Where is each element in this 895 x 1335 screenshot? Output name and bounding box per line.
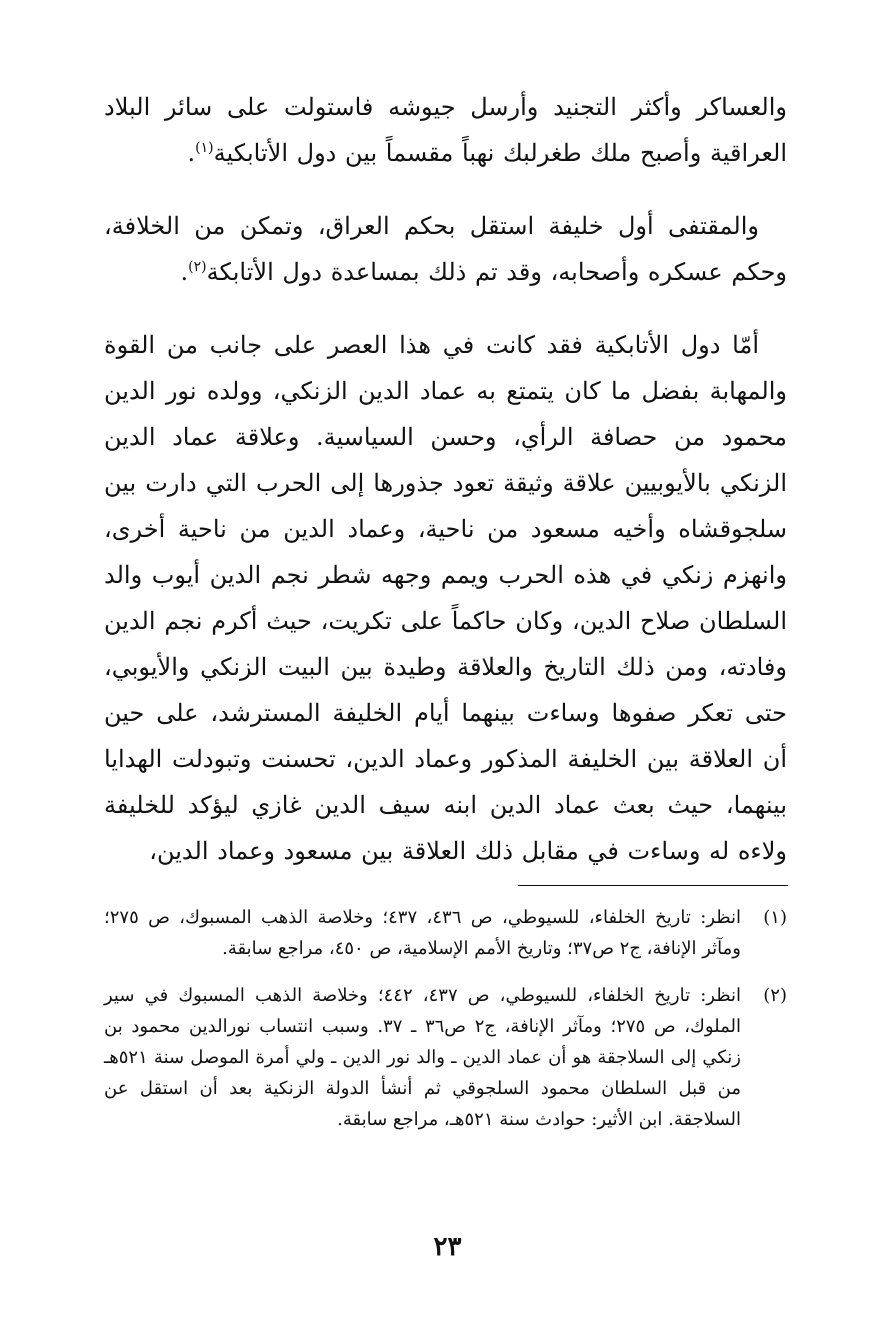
page-number: ٢٣ (433, 1232, 462, 1262)
main-text (104, 84, 787, 874)
footnote-ref-2: (٢) (188, 259, 207, 275)
paragraph-2-text: والمقتفى أول خليفة استقل بحكم العراق، وتمكن من الخلافة، وحكم عسكره وأصحابه، وقد تم ذلك بمساعدة دول الأتابكة (104, 212, 787, 286)
paragraph-2-end: . (180, 258, 189, 286)
footnotes (104, 902, 787, 1135)
footnote-2-text: انظر: تاريخ الخلفاء، للسيوطي، ص ٤٣٧، ٤٤٢؛ وخلاصة الذهب المسبوك في سير الملوك، ص ٢٧٥؛ ومآثر الإنافة، ج٢ ص٣٦ ـ ٣٧. وسبب انتساب نورالدين محمود بن زنكي إلى السلاجقة هو أن عماد الدين ـ والد نور الدين ـ ولي أمرة الموصل سنة ٥٢١هـ من قبل السلطان محمود السلجوقي ثم أنشأ الدولة الزنكية بعد أن استقل عن السلاجقة. ابن الأثير: حوادث سنة ٥٢١هـ، مراجع سابقة. (104, 985, 742, 1130)
footnote-1 (104, 902, 787, 964)
footnote-1-number: (١) (763, 907, 787, 928)
footnote-ref-1: (١) (195, 140, 214, 156)
paragraph-1 (104, 84, 787, 176)
paragraph-1-end: . (187, 139, 196, 167)
paragraph-1-text: والعساكر وأكثر التجنيد وأرسل جيوشه فاستولت على سائر البلاد العراقية وأصبح ملك طغرلبك نهباً مقسماً بين دول الأتابكية (104, 93, 787, 167)
footnote-1-text: انظر: تاريخ الخلفاء، للسيوطي، ص ٤٣٦، ٤٣٧؛ وخلاصة الذهب المسبوك، ص ٢٧٥؛ ومآثر الإنافة، ج٢ ص٣٧؛ وتاريخ الأمم الإسلامية، ص ٤٥٠، مراجع سابقة. (104, 907, 742, 959)
footnote-2-number: (٢) (763, 985, 787, 1006)
paragraph-3 (104, 322, 787, 874)
paragraph-2 (104, 203, 787, 295)
paragraph-3-text: أمّا دول الأتابكية فقد كانت في هذا العصر على جانب من القوة والمهابة بفضل ما كان يتمتع به عماد الدين الزنكي، وولده نور الدين محمود من حصافة الرأي، وحسن السياسية. وعلاقة عماد الدين الزنكي بالأيوبيين علاقة وثيقة تعود جذورها إلى الحرب التي دارت بين سلجوقشاه وأخيه مسعود من ناحية، وعماد الدين من ناحية أخرى، وانهزم زنكي في هذه الحرب ويمم وجهه شطر نجم الدين أيوب والد السلطان صلاح الدين، وكان حاكماً على تكريت، حيث أكرم نجم الدين وفادته، ومن ذلك التاريخ والعلاقة وطيدة بين البيت الزنكي والأيوبي، حتى تعكر صفوها وساءت بينهما أيام الخليفة المسترشد، على حين أن العلاقة بين الخليفة المذكور وعماد الدين، تحسنت وتبودلت الهدايا بينهما، حيث بعث عماد الدين ابنه سيف الدين غازي ليؤكد للخليفة ولاءه له وساءت في مقابل ذلك العلاقة بين مسعود وعماد الدين، (104, 331, 788, 865)
footnote-divider (518, 885, 788, 886)
footnote-2 (104, 980, 787, 1135)
